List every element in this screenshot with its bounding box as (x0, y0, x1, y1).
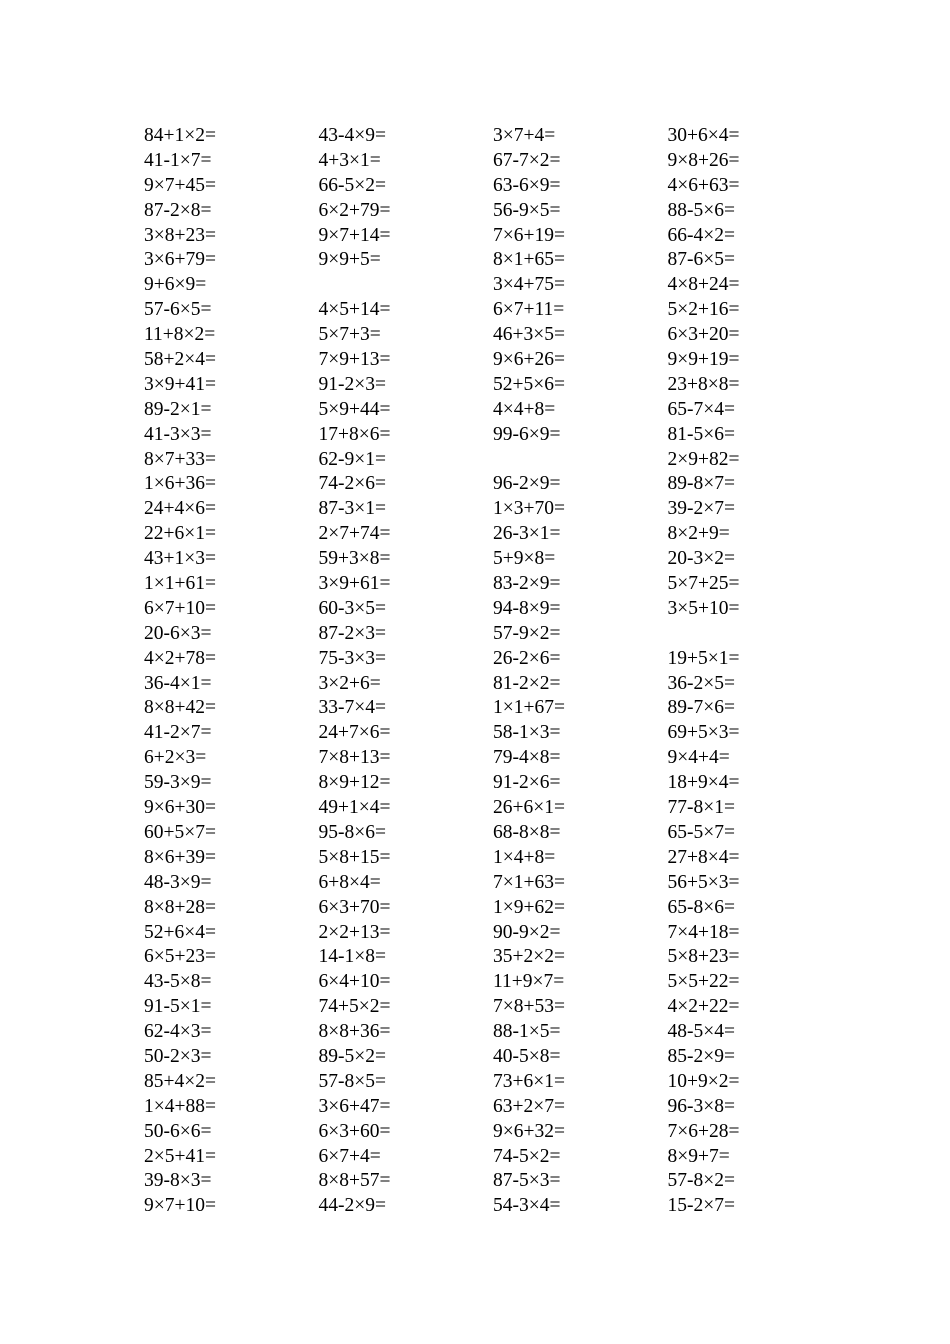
math-problem: 7×6+19= (493, 224, 565, 246)
problem-row (144, 896, 844, 921)
math-problem: 74+5×2= (318, 996, 391, 1018)
math-problem: 6×4+10= (318, 971, 391, 993)
math-problem: 1×4+88= (144, 1095, 216, 1117)
math-problem: 41-2×7= (144, 722, 212, 744)
math-problem: 7×4+18= (667, 921, 740, 943)
math-problem: 3×9+61= (318, 573, 391, 595)
problem-row (144, 398, 844, 423)
math-problem: 52+6×4= (144, 921, 216, 943)
math-problem: 89-7×6= (667, 697, 735, 719)
math-problem (668, 622, 843, 647)
problem-row (144, 796, 844, 821)
problem-row (144, 1145, 844, 1170)
math-problem: 39-2×7= (667, 498, 735, 520)
math-problem: 40-5×8= (493, 1045, 561, 1067)
math-problem: 9×9+5= (318, 249, 381, 271)
math-problem: 4×8+24= (667, 274, 740, 296)
math-problem: 73+6×1= (493, 1070, 565, 1092)
math-problem: 30+6×4= (667, 125, 740, 146)
math-problem: 6×3+60= (318, 1120, 391, 1142)
math-problem: 60-3×5= (318, 597, 386, 619)
math-problem: 63-6×9= (493, 174, 561, 196)
math-problem: 66-4×2= (667, 224, 735, 246)
math-problem: 50-2×3= (144, 1045, 212, 1067)
math-problem: 43-5×8= (144, 971, 212, 993)
math-problem: 5+9×8= (493, 548, 556, 570)
math-problem: 4×6+63= (667, 174, 740, 196)
math-problem: 9×6+32= (493, 1120, 565, 1142)
math-problem: 58+2×4= (144, 349, 216, 371)
problem-row (144, 597, 844, 622)
math-problem: 26-2×6= (493, 647, 561, 669)
math-problem: 10+9×2= (667, 1070, 740, 1092)
math-problem: 8×8+57= (318, 1170, 391, 1192)
math-problem: 3×7+4= (493, 125, 556, 146)
problem-row (144, 1169, 844, 1194)
math-problem: 4×4+8= (493, 398, 556, 420)
problem-row (144, 248, 844, 273)
math-problem: 65-5×7= (667, 821, 735, 843)
math-problem: 41-3×3= (144, 423, 212, 445)
math-problem: 36-4×1= (144, 672, 212, 694)
math-problem: 59-3×9= (144, 772, 212, 794)
math-problem: 3×8+23= (144, 224, 216, 246)
math-problem: 1×1+61= (144, 573, 216, 595)
math-problem: 59+3×8= (318, 548, 391, 570)
math-problem: 88-1×5= (493, 1021, 561, 1043)
math-problem: 15-2×7= (667, 1195, 735, 1217)
problem-row (144, 448, 844, 473)
math-problem: 91-5×1= (144, 996, 212, 1018)
math-problem: 96-3×8= (667, 1095, 735, 1117)
math-problem: 85+4×2= (144, 1070, 216, 1092)
math-problem: 22+6×1= (144, 523, 216, 545)
math-problem: 46+3×5= (493, 324, 565, 346)
math-problem: 95-8×6= (318, 821, 386, 843)
math-problem: 33-7×4= (318, 697, 386, 719)
math-problem: 8×8+42= (144, 697, 216, 719)
arithmetic-problem-grid (144, 124, 844, 1219)
math-problem: 7×6+28= (667, 1120, 740, 1142)
math-problem: 9+6×9= (144, 274, 207, 296)
math-problem (319, 273, 494, 298)
math-problem: 63+2×7= (493, 1095, 565, 1117)
problem-row (144, 622, 844, 647)
math-problem: 96-2×9= (493, 473, 561, 495)
math-problem: 4×2+22= (667, 996, 740, 1018)
math-problem: 2×9+82= (667, 448, 740, 470)
math-problem: 24+4×6= (144, 498, 216, 520)
math-problem: 6×7+10= (144, 597, 216, 619)
math-problem: 5×8+23= (667, 946, 740, 968)
math-problem: 48-3×9= (144, 871, 212, 893)
math-problem: 8×8+28= (144, 896, 216, 918)
problem-row (144, 771, 844, 796)
math-problem: 57-8×5= (318, 1070, 386, 1092)
math-problem: 3×4+75= (493, 274, 565, 296)
math-problem: 68-8×8= (493, 821, 561, 843)
math-problem: 5×9+44= (318, 398, 391, 420)
math-problem: 2×2+13= (318, 921, 391, 943)
math-problem: 89-5×2= (318, 1045, 386, 1067)
math-problem: 5×2+16= (667, 299, 740, 321)
math-problem (493, 448, 668, 473)
math-problem: 24+7×6= (318, 722, 391, 744)
math-problem: 1×6+36= (144, 473, 216, 495)
math-problem: 7×9+13= (318, 349, 391, 371)
math-problem: 17+8×6= (318, 423, 391, 445)
math-problem: 56-9×5= (493, 199, 561, 221)
math-problem: 87-5×3= (493, 1170, 561, 1192)
problem-row (144, 1070, 844, 1095)
math-problem: 26-3×1= (493, 523, 561, 545)
problem-row (144, 1020, 844, 1045)
math-problem: 9×6+30= (144, 797, 216, 819)
problem-row (144, 572, 844, 597)
problem-row (144, 149, 844, 174)
math-problem: 3×9+41= (144, 373, 216, 395)
math-problem: 43+1×3= (144, 548, 216, 570)
math-problem: 54-3×4= (493, 1195, 561, 1217)
math-problem: 8×9+12= (318, 772, 391, 794)
math-problem: 2×5+41= (144, 1145, 216, 1167)
math-problem: 9×6+26= (493, 349, 565, 371)
math-problem: 11+9×7= (493, 971, 565, 993)
math-problem: 8×8+36= (318, 1021, 391, 1043)
math-problem: 87-2×8= (144, 199, 212, 221)
math-problem: 77-8×1= (667, 797, 735, 819)
math-problem: 88-5×6= (667, 199, 735, 221)
problem-row (144, 647, 844, 672)
math-problem: 2×7+74= (318, 523, 391, 545)
math-problem: 4+3×1= (318, 149, 381, 171)
math-problem: 7×8+53= (493, 996, 565, 1018)
math-problem: 1×1+67= (493, 697, 565, 719)
math-problem: 58-1×3= (493, 722, 561, 744)
problem-row (144, 746, 844, 771)
math-problem: 39-8×3= (144, 1170, 212, 1192)
math-problem: 89-2×1= (144, 398, 212, 420)
math-problem: 6×2+79= (318, 199, 391, 221)
math-problem: 26+6×1= (493, 797, 565, 819)
problem-row (144, 1045, 844, 1070)
math-problem: 6×7+11= (493, 299, 565, 321)
math-problem: 79-4×8= (493, 747, 561, 769)
math-problem: 35+2×2= (493, 946, 565, 968)
math-problem: 11+8×2= (144, 324, 216, 346)
math-problem: 9×8+26= (667, 149, 740, 171)
math-problem: 91-2×3= (318, 373, 386, 395)
math-problem: 1×9+62= (493, 896, 565, 918)
math-problem: 62-9×1= (318, 448, 386, 470)
problem-row (144, 273, 844, 298)
math-problem: 27+8×4= (667, 846, 740, 868)
math-problem: 6×3+20= (667, 324, 740, 346)
math-problem: 5×7+25= (667, 573, 740, 595)
math-problem: 49+1×4= (318, 797, 391, 819)
math-problem: 9×7+14= (318, 224, 391, 246)
math-problem: 81-5×6= (667, 423, 735, 445)
problem-row (144, 1194, 844, 1219)
problem-row (144, 945, 844, 970)
problem-row (144, 995, 844, 1020)
problem-row (144, 323, 844, 348)
problem-row (144, 846, 844, 871)
problem-row (144, 1120, 844, 1145)
math-problem: 83-2×9= (493, 573, 561, 595)
math-problem: 65-8×6= (667, 896, 735, 918)
math-problem: 41-1×7= (144, 149, 212, 171)
problem-row (144, 497, 844, 522)
math-problem: 20-3×2= (667, 548, 735, 570)
problem-row (144, 721, 844, 746)
math-problem: 57-6×5= (144, 299, 212, 321)
math-problem: 4×2+78= (144, 647, 216, 669)
math-problem: 67-7×2= (493, 149, 561, 171)
math-problem: 20-6×3= (144, 622, 212, 644)
math-problem: 81-2×2= (493, 672, 561, 694)
problem-row (144, 124, 844, 149)
math-problem: 50-6×6= (144, 1120, 212, 1142)
math-problem: 85-2×9= (667, 1045, 735, 1067)
math-problem: 44-2×9= (318, 1195, 386, 1217)
math-problem: 4×5+14= (318, 299, 391, 321)
problem-row (144, 970, 844, 995)
math-problem: 74-2×6= (318, 473, 386, 495)
math-problem: 6+8×4= (318, 871, 381, 893)
problem-row (144, 547, 844, 572)
math-problem: 9×7+10= (144, 1195, 216, 1217)
math-problem: 62-4×3= (144, 1021, 212, 1043)
math-problem: 9×4+4= (667, 747, 730, 769)
math-problem: 84+1×2= (144, 125, 216, 146)
math-problem: 5×7+3= (318, 324, 381, 346)
problem-row (144, 224, 844, 249)
math-problem: 52+5×6= (493, 373, 565, 395)
math-problem: 3×5+10= (667, 597, 740, 619)
math-problem: 6×5+23= (144, 946, 216, 968)
math-problem: 8×9+7= (667, 1145, 730, 1167)
problem-row (144, 472, 844, 497)
problem-row (144, 348, 844, 373)
problem-row (144, 871, 844, 896)
math-problem: 91-2×6= (493, 772, 561, 794)
problem-row (144, 672, 844, 697)
math-problem: 7×1+63= (493, 871, 565, 893)
problem-row (144, 423, 844, 448)
math-problem: 65-7×4= (667, 398, 735, 420)
math-problem: 87-6×5= (667, 249, 735, 271)
math-problem: 5×5+22= (667, 971, 740, 993)
math-problem: 56+5×3= (667, 871, 740, 893)
math-problem: 66-5×2= (318, 174, 386, 196)
math-problem: 43-4×9= (318, 125, 386, 146)
math-problem: 36-2×5= (667, 672, 735, 694)
math-problem: 69+5×3= (667, 722, 740, 744)
problem-row (144, 921, 844, 946)
problem-row (144, 199, 844, 224)
math-problem: 57-8×2= (667, 1170, 735, 1192)
math-problem: 3×6+79= (144, 249, 216, 271)
problem-row (144, 1095, 844, 1120)
problem-row (144, 174, 844, 199)
math-problem: 3×6+47= (318, 1095, 391, 1117)
math-problem: 6×7+4= (318, 1145, 381, 1167)
math-problem: 99-6×9= (493, 423, 561, 445)
math-problem: 1×3+70= (493, 498, 565, 520)
math-problem: 14-1×8= (318, 946, 386, 968)
problem-row (144, 522, 844, 547)
math-problem: 74-5×2= (493, 1145, 561, 1167)
math-problem: 8×6+39= (144, 846, 216, 868)
problem-row (144, 373, 844, 398)
math-problem: 18+9×4= (667, 772, 740, 794)
problem-row (144, 821, 844, 846)
math-problem: 9×9+19= (667, 349, 740, 371)
math-problem: 8×1+65= (493, 249, 565, 271)
problem-row (144, 298, 844, 323)
math-problem: 57-9×2= (493, 622, 561, 644)
math-problem: 7×8+13= (318, 747, 391, 769)
math-problem: 94-8×9= (493, 597, 561, 619)
math-problem: 87-3×1= (318, 498, 386, 520)
math-problem: 3×2+6= (318, 672, 381, 694)
math-problem: 19+5×1= (667, 647, 740, 669)
math-problem: 89-8×7= (667, 473, 735, 495)
problem-row (144, 696, 844, 721)
math-problem: 90-9×2= (493, 921, 561, 943)
math-problem: 5×8+15= (318, 846, 391, 868)
math-problem: 87-2×3= (318, 622, 386, 644)
math-problem: 23+8×8= (667, 373, 740, 395)
math-problem: 60+5×7= (144, 821, 216, 843)
math-problem: 6×3+70= (318, 896, 391, 918)
math-problem: 9×7+45= (144, 174, 216, 196)
math-problem: 8×7+33= (144, 448, 216, 470)
math-problem: 8×2+9= (667, 523, 730, 545)
math-problem: 6+2×3= (144, 747, 207, 769)
math-problem: 48-5×4= (667, 1021, 735, 1043)
math-problem: 75-3×3= (318, 647, 386, 669)
math-problem: 1×4+8= (493, 846, 556, 868)
